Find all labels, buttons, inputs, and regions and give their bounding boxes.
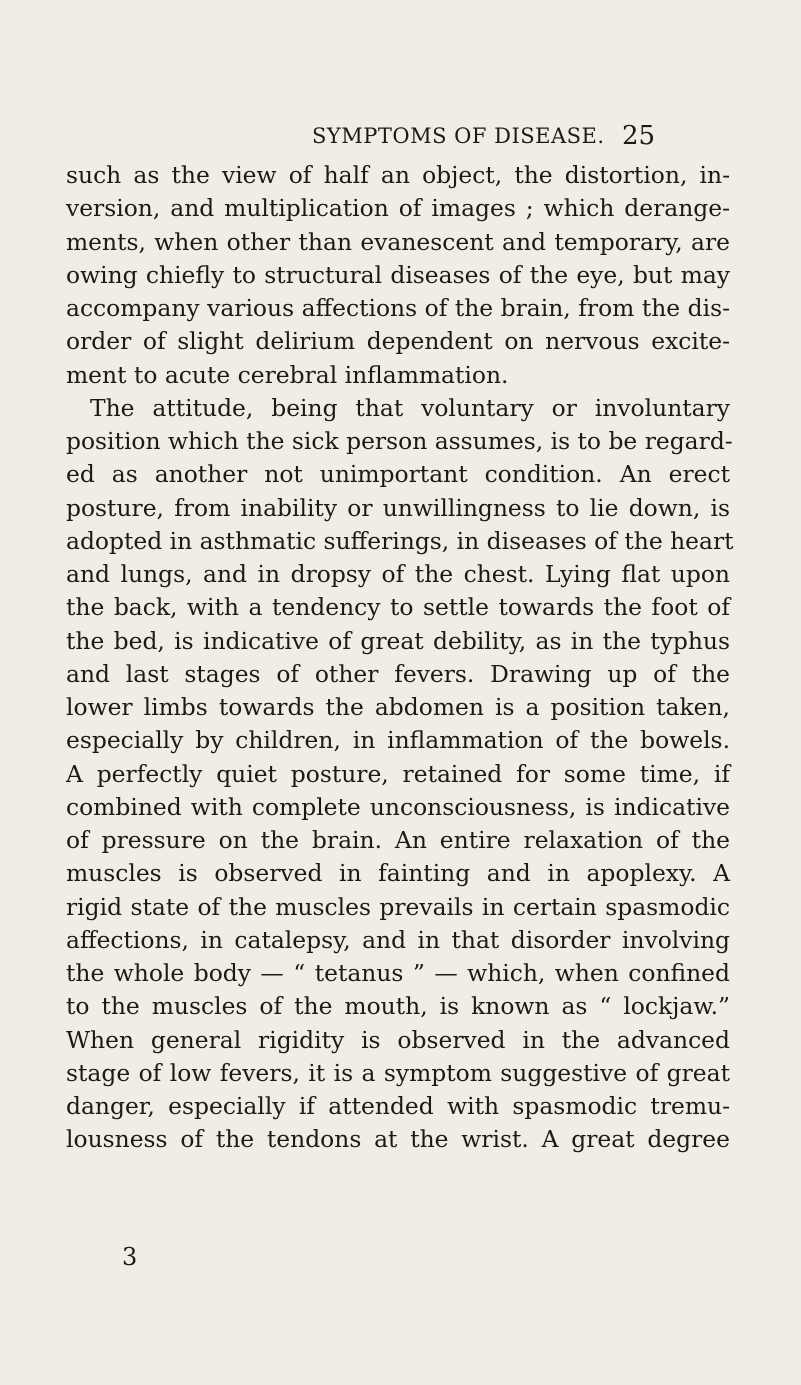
text-line: affections, in catalepsy, and in that disorder involving: [66, 925, 730, 954]
text-line: the whole body — “ tetanus ” — which, when confined: [66, 959, 730, 987]
text-line: When general rigidity is observed in the advanced: [66, 1025, 730, 1054]
text-line: danger, especially if attended with spasmodic tremu-: [66, 1092, 730, 1120]
text-line: ed as another not unimportant condition. An erect: [66, 460, 730, 489]
text-line: to the muscles of the mouth, is known as “ lockjaw.”: [66, 992, 730, 1021]
text-line: such as the view of half an object, the distortion, in-: [66, 161, 730, 189]
text-line: the bed, is indicative of great debility, as in the typhus: [66, 626, 730, 655]
page-number: 25: [622, 121, 656, 151]
text-line: lousness of the tendons at the wrist. A great degree: [66, 1125, 730, 1154]
text-line: posture, from inability or unwillingness to lie down, is: [66, 493, 730, 522]
text-line: and last stages of other fevers. Drawing up of the: [66, 659, 730, 688]
text-line: and lungs, and in dropsy of the chest. Lying flat upon: [66, 560, 730, 588]
text-line: lower limbs towards the abdomen is a position taken,: [66, 693, 730, 721]
body-text: [66, 159, 734, 1157]
text-line: version, and multiplication of images ; which derange-: [66, 194, 730, 223]
text-line: position which the sick person assumes, is to be regard-: [66, 427, 733, 455]
text-line: ments, when other than evanescent and temporary, are: [66, 227, 730, 256]
page-title: SYMPTOMS OF DISEASE.: [312, 124, 605, 148]
text-line: adopted in asthmatic sufferings, in diseases of the heart: [66, 526, 734, 555]
text-line: stage of low fevers, it is a symptom suggestive of great: [66, 1058, 730, 1087]
text-line: owing chiefly to structural diseases of the eye, but may: [66, 260, 730, 289]
text-line: The attitude, being that voluntary or involuntary: [90, 393, 730, 422]
signature-mark: 3: [122, 1243, 138, 1271]
running-head: [0, 116, 801, 156]
text-line: order of slight delirium dependent on nervous excite-: [66, 327, 730, 356]
text-line: ment to acute cerebral inflammation.: [66, 360, 509, 389]
text-line: the back, with a tendency to settle towards the foot of: [66, 593, 730, 622]
text-line: muscles is observed in fainting and in apoplexy. A: [66, 859, 730, 888]
text-line: especially by children, in inflammation of the bowels.: [66, 726, 730, 755]
text-line: A perfectly quiet posture, retained for some time, if: [66, 759, 730, 788]
text-line: rigid state of the muscles prevails in certain spasmodic: [66, 892, 730, 921]
text-line: combined with complete unconsciousness, is indicative: [66, 792, 730, 821]
text-line: accompany various affections of the brain, from the dis-: [66, 294, 730, 322]
text-line: of pressure on the brain. An entire relaxation of the: [66, 826, 730, 854]
